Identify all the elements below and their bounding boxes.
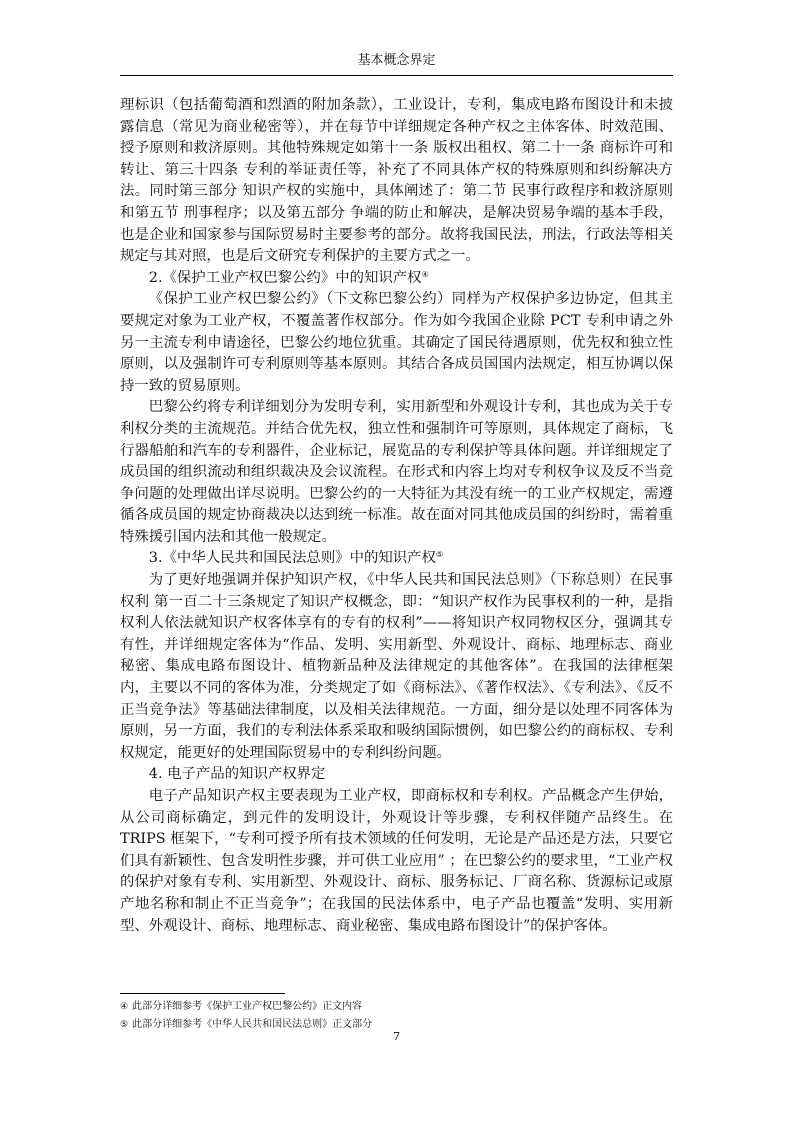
paragraph-paris-intro: 《保护工业产权巴黎公约》（下文称巴黎公约）同样为产权保护多边协定，但其主要规定对象为工业产权，不覆盖著作权部分。作为如今我国企业除 PCT 专利申请之外另一主流专利申请途径，巴黎公约地位犹重。其确定了国民待遇原则，优先权和独立性原则，以及强制许可专利原则等基本原则。其结合各成员国国内法规定，相互协调以保持一致的贸易原则。: [120, 291, 673, 394]
paragraph-continuation: 理标识（包括葡萄酒和烈酒的附加条款），工业设计，专利，集成电路布图设计和未披露信息（常见为商业秘密等），并在每节中详细规定各种产权之主体客体、时效范围、授予原则和救济原则。其他特殊规定如第十一条 版权出租权、第二十一条 商标许可和转让、第三十四条 专利的举证责任等，补充了不同具体产权的特殊原则和纠纷解决方法。同时第三部分 知识产权的实施中，具体阐述了：第二节 民事行政程序和救济原则和第五节 刑事程序；以及第五部分 争端的防止和解决，是解决贸易争端的基本手段，也是企业和国家参与国际贸易时主要参考的部分。故将我国民法，刑法，行政法等相关规定与其对照，也是后文研究专利保护的主要方式之一。: [120, 97, 673, 265]
paragraph-electronics: 电子产品知识产权主要表现为工业产权，即商标权和专利权。产品概念产生伊始，从公司商标确定，到元件的发明设计，外观设计等步骤，专利权伴随产品终生。在 TRIPS 框架下，“专利可授予所有技术领域的任何发明，无论是产品还是方法，只要它们具有新颖性、包含发明性步骤，并可供工业应用” ；在巴黎公约的要求里，“工业产权的保护对象有专利、实用新型、外观设计、商标、服务标记、厂商名称、货源标记或原产地名称和制止不正当竞争”；在我国的民法体系中，电子产品也覆盖“发明、实用新型、外观设计、商标、地理标志、商业秘密、集成电路布图设计”的保护客体。: [120, 788, 673, 934]
footnote-5-mark: ⑤: [120, 1020, 129, 1030]
footnote-rule: [120, 993, 285, 994]
footnote-5-text: 此部分详细参考《中华人民共和国民法总则》正文部分: [132, 1019, 373, 1030]
footnote-4: [120, 1000, 362, 1014]
paragraph-civil-law: 为了更好地强调并保护知识产权，《中华人民共和国民法总则》（下称总则）在民事权利 第一百二十三条规定了知识产权概念，即：“知识产权作为民事权利的一种，是指权利人依法就知识产权客体享有的专有的权利”——将知识产权同物权区分，强调其专有性，并详细规定客体为“作品、发明、实用新型、外观设计、商标、地理标志、商业秘密、集成电路布图设计、植物新品种及法律规定的其他客体”。在我国的法律框架内，主要以不同的客体为准，分类规定了如《商标法》、《著作权法》、《专利法》、《反不正当竞争法》等基础法律制度，以及相关法律规范。一方面，细分是以处理不同客体为原则，另一方面，我们的专利法体系采取和吸纳国际惯例，如巴黎公约的商标权、专利权规定，能更好的处理国际贸易中的专利纠纷问题。: [120, 572, 673, 761]
section-heading-3: [120, 548, 673, 570]
header-rule: [120, 75, 673, 76]
paragraph-paris-detail: 巴黎公约将专利详细划分为发明专利，实用新型和外观设计专利，其也成为关于专利权分类的主流规范。并结合优先权，独立性和强制许可等原则，具体规定了商标，飞行器船舶和汽车的专利器件，企业标记，展览品的专利保护等具体问题。并详细规定了成员国的组织流动和组织裁决及会议流程。在形式和内容上均对专利权争议及反不当竞争问题的处理做出详尽说明。巴黎公约的一大特征为其没有统一的工业产权规定，需遵循各成员国的规定协商裁决以达到统一标准。故在面对同其他成员国的纠纷时，需着重特殊援引国内法和其他一般规定。: [120, 399, 673, 545]
page-number: 7: [393, 1030, 400, 1043]
footnote-4-text: 此部分详细参考《保护工业产权巴黎公约》正文内容: [132, 1001, 363, 1012]
running-header: 基本概念界定: [357, 53, 436, 68]
section-heading-4: 4. 电子产品的知识产权界定: [148, 766, 326, 783]
section-heading-2-text: 2.《保护工业产权巴黎公约》中的知识产权: [148, 269, 422, 286]
section-heading-2: [120, 268, 673, 290]
footnote-ref-4[interactable]: ④: [421, 269, 429, 279]
footnote-4-mark: ④: [120, 1002, 129, 1012]
section-heading-3-text: 3.《中华人民共和国民法总则》中的知识产权: [148, 550, 436, 567]
main-text: [120, 95, 673, 937]
footnote-ref-5[interactable]: ⑤: [435, 550, 444, 560]
